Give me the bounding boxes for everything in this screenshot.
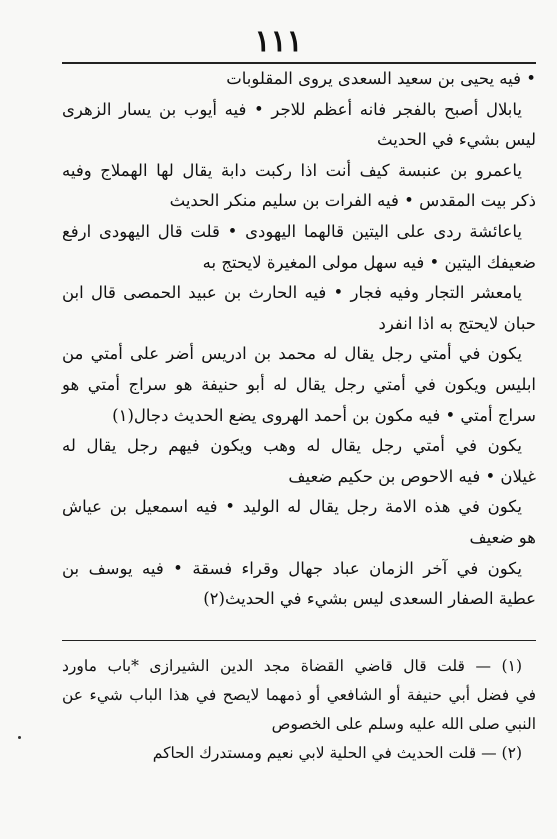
paragraph — [62, 554, 536, 615]
paragraph — [62, 156, 536, 217]
text-line: ياعمرو بن عنبسة كيف أنت اذا ركبت دابة يقال لها الهملاج وفيه — [62, 160, 522, 180]
text-line: هو ضعيف — [469, 527, 536, 547]
footnote — [62, 739, 536, 768]
paragraph — [62, 339, 536, 431]
paragraph — [62, 64, 536, 95]
text-line: غيلان • فيه الاحوص بن حكيم ضعيف — [288, 466, 536, 486]
scan-speck — [18, 736, 21, 739]
text-line: ذكر بيت المقدس • فيه الفرات بن سليم منكر الحديث — [169, 191, 536, 211]
text-line: سراج أمتي • فيه مكون بن أحمد الهروى يضع الحديث دجال(١) — [112, 405, 536, 425]
text-line: حبان لايحتج به اذا انفرد — [378, 313, 536, 333]
text-line: • فيه يحيى بن سعيد السعدى يروى المقلوبات — [226, 69, 536, 88]
footnote — [62, 652, 536, 739]
paragraph — [62, 431, 536, 492]
paragraph — [62, 95, 536, 156]
text-line: يكون في أمتي رجل يقال له محمد بن ادريس أضر على أمتي من — [62, 344, 522, 364]
text-line: يامعشر التجار وفيه فجار • فيه الحارث بن عبيد الحمصى قال ابن — [62, 283, 522, 303]
text-line: يكون في هذه الامة رجل يقال له الوليد • فيه اسمعيل بن عياش — [62, 497, 522, 517]
paragraph — [62, 278, 536, 339]
text-line: يابلال أصبح بالفجر فانه أعظم للاجر • فيه أيوب بن يسار الزهرى — [62, 99, 522, 119]
footnote-line: في فضل أبي حنيفة أو الشافعي أو ذمهما لايصح في هذا الباب شيء عن — [62, 686, 536, 704]
footnote-line: النبي صلى الله عليه وسلم على الخصوص — [271, 715, 536, 733]
footnotes — [62, 652, 536, 768]
text-line: يكون في آخر الزمان عباد جهال وقراء فسقة • فيه يوسف بن — [62, 558, 522, 578]
text-line: ابليس ويكون في أمتي رجل يقال له أبو حنيفة هو سراج أمتي هو — [62, 374, 536, 394]
text-line: يكون في أمتي رجل يقال له وهب ويكون فيهم رجل يقال له — [62, 436, 522, 456]
footnote-line: (٢) — قلت الحديث في الحلية لابي نعيم ومستدرك الحاكم — [152, 744, 522, 762]
main-text — [62, 64, 536, 615]
paragraph — [62, 217, 536, 278]
page-number: ١١١ — [254, 24, 303, 59]
text-line: ليس بشيء في الحديث — [377, 130, 536, 150]
text-line: ياعائشة ردى على اليتين قالهما اليهودى • قلت قال اليهودى ارفع — [62, 221, 522, 241]
footnote-line: (١) — قلت قال قاضي القضاة مجد الدين الشيرازى *باب ماورد — [62, 657, 522, 675]
text-line: عطية الصفار السعدى ليس بشيء في الحديث(٢) — [203, 589, 536, 609]
footnote-separator — [62, 640, 536, 641]
paragraph — [62, 492, 536, 553]
text-line: ضعيفك اليتين • فيه سهل مولى المغيرة لايحتج به — [202, 252, 536, 272]
